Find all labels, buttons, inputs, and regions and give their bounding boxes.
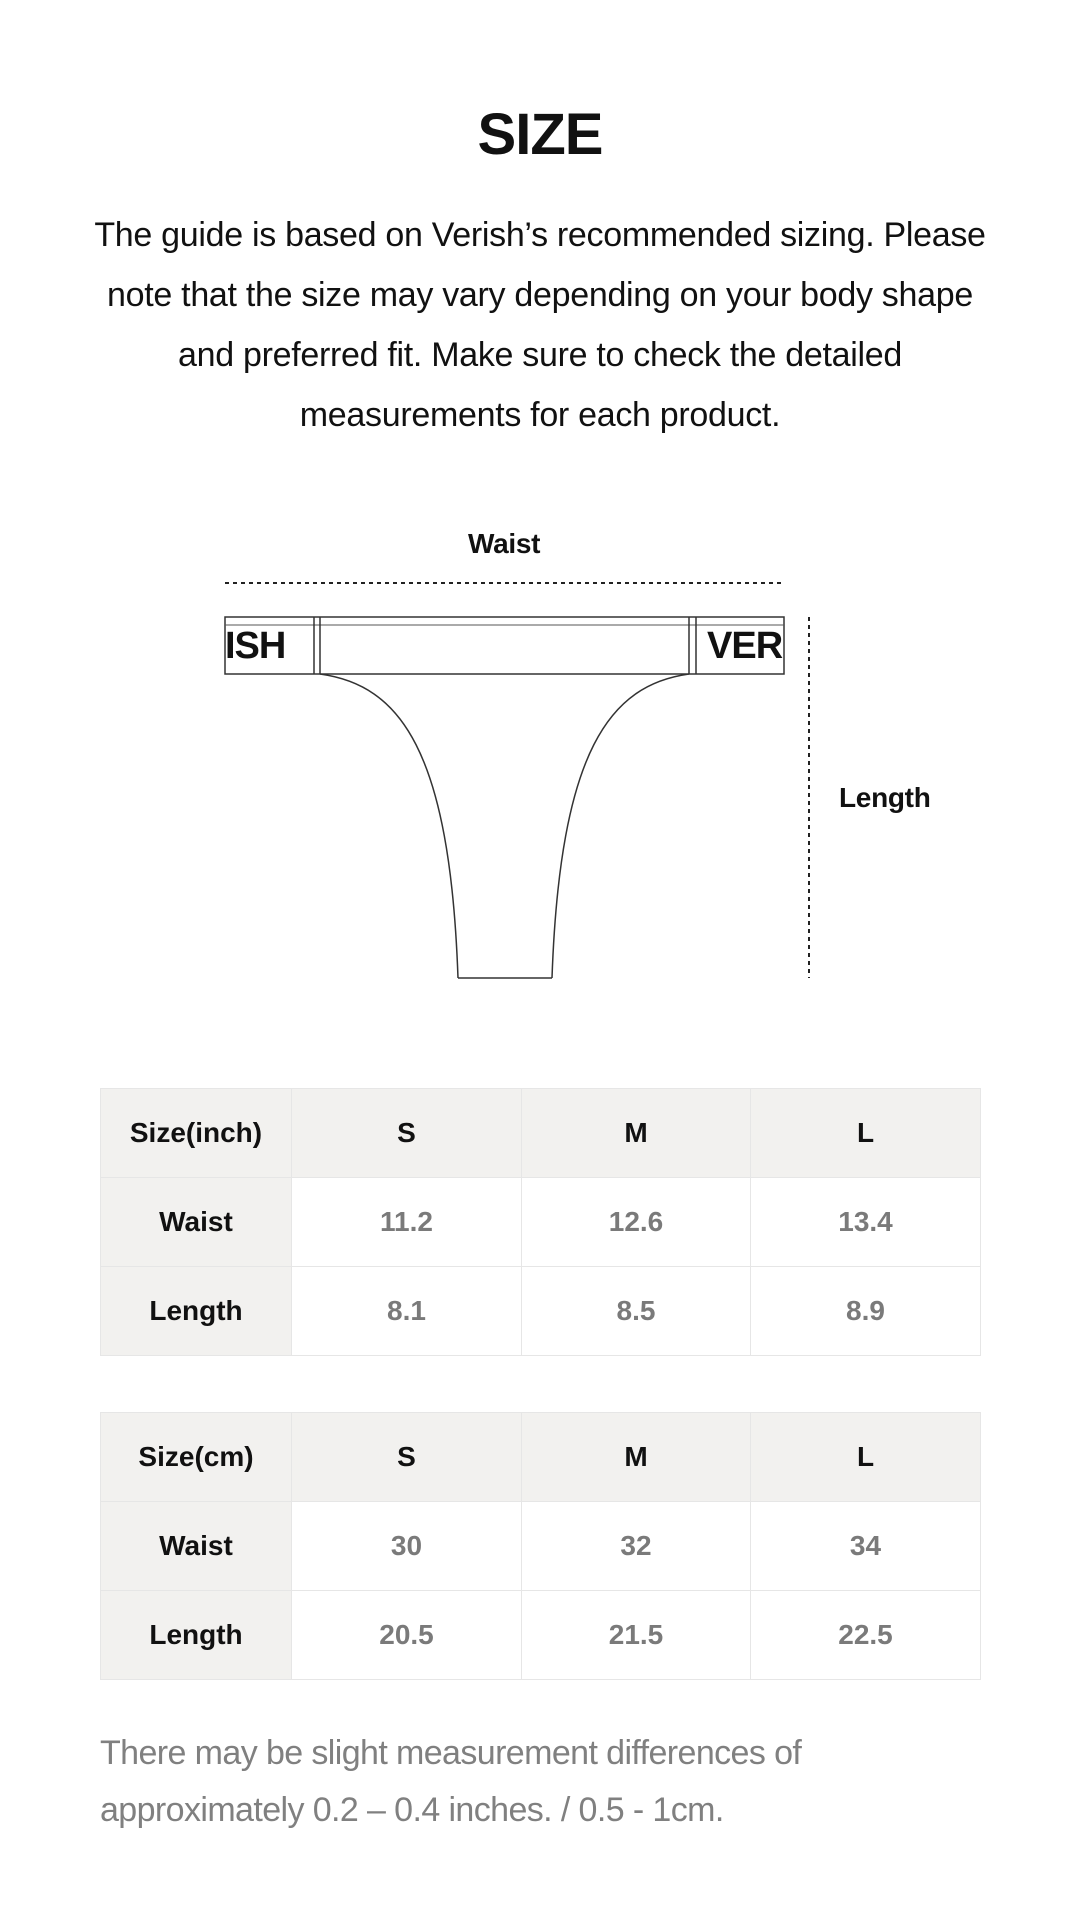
- row-label: Waist: [101, 1178, 292, 1267]
- thong-illustration: [0, 520, 1080, 990]
- table-row: [101, 1267, 981, 1356]
- table-cell: 22.5: [751, 1591, 981, 1680]
- length-label: Length: [839, 782, 931, 813]
- waist-label: Waist: [468, 528, 541, 559]
- table-cell: 8.1: [292, 1267, 522, 1356]
- row-label: Waist: [101, 1502, 292, 1591]
- waistband-text-right: VER: [707, 625, 783, 667]
- size-table-inch: [100, 1088, 981, 1356]
- table-cell: 30: [292, 1502, 522, 1591]
- table-cell: 13.4: [751, 1178, 981, 1267]
- table-row: [101, 1178, 981, 1267]
- table-header-cell: L: [751, 1413, 981, 1502]
- table-cell: 8.5: [522, 1267, 751, 1356]
- table-cell: 11.2: [292, 1178, 522, 1267]
- intro-text: The guide is based on Verish’s recommended sizing. Please note that the size may vary depending on your body shape and preferred fit. Make sure to check the detailed measurements for each product.: [94, 216, 986, 434]
- table-row: [101, 1591, 981, 1680]
- table-header-cell: L: [751, 1089, 981, 1178]
- table-header-cell: Size(inch): [101, 1089, 292, 1178]
- page-title: SIZE: [477, 102, 603, 167]
- table-cell: 34: [751, 1502, 981, 1591]
- table-cell: 20.5: [292, 1591, 522, 1680]
- waistband-text-left: ISH: [225, 625, 286, 667]
- table-header-row: [101, 1413, 981, 1502]
- table-cell: 8.9: [751, 1267, 981, 1356]
- left-leg-curve: [320, 674, 458, 978]
- row-label: Length: [101, 1267, 292, 1356]
- right-leg-curve: [552, 674, 689, 978]
- table-row: [101, 1502, 981, 1591]
- measurement-note: There may be slight measurement differences of approximately 0.2 – 0.4 inches. / 0.5 - 1cm.: [100, 1734, 802, 1829]
- size-table-cm: [100, 1412, 981, 1680]
- table-header-cell: M: [522, 1089, 751, 1178]
- table-header-cell: S: [292, 1413, 522, 1502]
- row-label: Length: [101, 1591, 292, 1680]
- table-cell: 32: [522, 1502, 751, 1591]
- table-header-cell: S: [292, 1089, 522, 1178]
- table-header-row: [101, 1089, 981, 1178]
- table-cell: 21.5: [522, 1591, 751, 1680]
- waistband-outline: [225, 617, 784, 674]
- table-cell: 12.6: [522, 1178, 751, 1267]
- table-header-cell: Size(cm): [101, 1413, 292, 1502]
- table-header-cell: M: [522, 1413, 751, 1502]
- garment-diagram: [0, 520, 1080, 990]
